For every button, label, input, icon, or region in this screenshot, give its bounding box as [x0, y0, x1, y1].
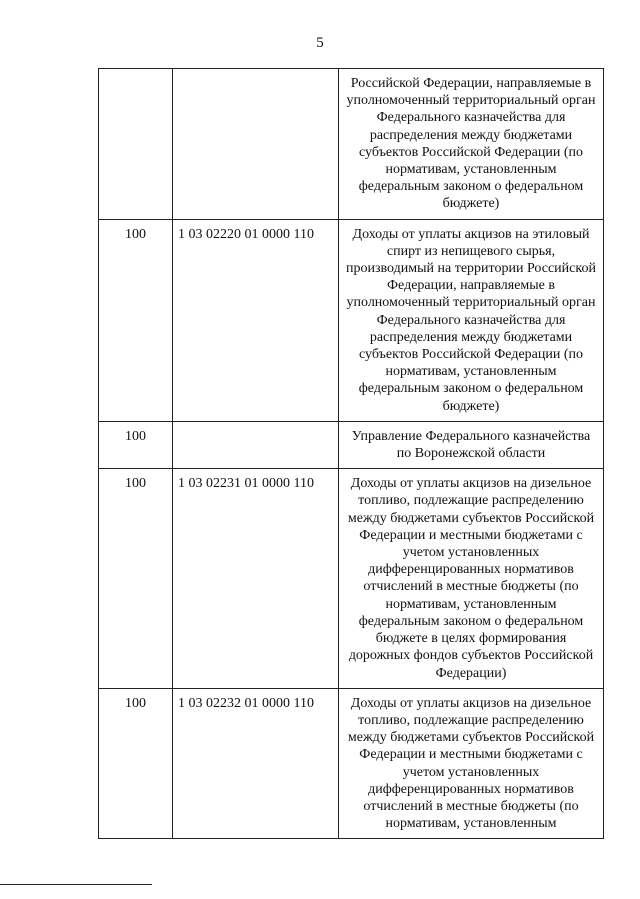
budget-code-cell: 1 03 02220 01 0000 110 — [173, 219, 339, 421]
budget-code-cell: 1 03 02231 01 0000 110 — [173, 469, 339, 688]
table-row — [99, 69, 604, 220]
admin-code-cell: 100 — [99, 219, 173, 421]
admin-code-cell: 100 — [99, 469, 173, 688]
description-cell: Российской Федерации, направляемые в уполномоченный территориальный орган Федерального казначейства для распределения между бюджетами субъектов Российской Федерации (по нормативам, установленным федеральным законом о федеральном бюджете) — [339, 69, 604, 220]
table-row — [99, 688, 604, 839]
admin-code-cell — [99, 69, 173, 220]
admin-code-cell: 100 — [99, 421, 173, 468]
description-cell: Доходы от уплаты акцизов на дизельное топливо, подлежащие распределению между бюджетами субъектов Российской Федерации и местными бюджетами с учетом установленных дифференцированных нормативов отчислений в местные бюджеты (по нормативам, установленным федеральным законом о федеральном бюджете в целях формирования дорожных фондов субъектов Российской Федерации) — [339, 469, 604, 688]
description-cell: Управление Федерального казначейства по Воронежской области — [339, 421, 604, 468]
description-cell: Доходы от уплаты акцизов на дизельное топливо, подлежащие распределению между бюджетами субъектов Российской Федерации и местными бюджетами с учетом установленных дифференцированных нормативов отчислений в местные бюджеты (по нормативам, установленным — [339, 688, 604, 839]
table-row — [99, 219, 604, 421]
budget-code-cell — [173, 421, 339, 468]
admin-code-cell: 100 — [99, 688, 173, 839]
table-row — [99, 421, 604, 468]
budget-code-cell — [173, 69, 339, 220]
footnote-separator — [0, 884, 152, 885]
revenue-codes-table — [98, 68, 604, 839]
table-row — [99, 469, 604, 688]
description-cell: Доходы от уплаты акцизов на этиловый спирт из непищевого сырья, производимый на территории Российской Федерации, направляемые в уполномоченный территориальный орган Федерального казначейства для распределения между бюджетами субъектов Российской Федерации (по нормативам, установленным федеральным законом о федеральном бюджете) — [339, 219, 604, 421]
page-number: 5 — [316, 35, 324, 51]
budget-code-cell: 1 03 02232 01 0000 110 — [173, 688, 339, 839]
